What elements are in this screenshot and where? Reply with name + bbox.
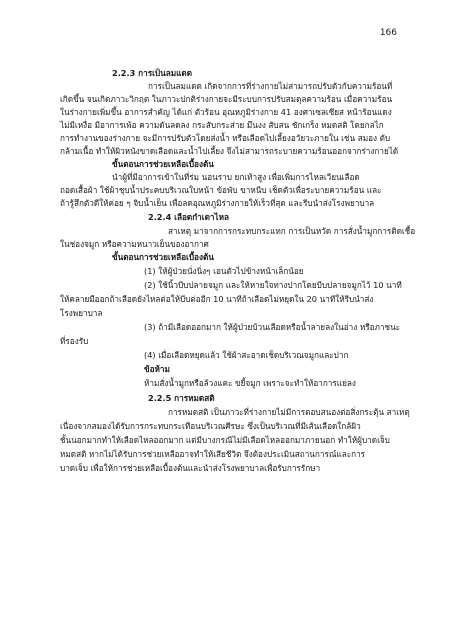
paragraph-line: สาเหตุ มาจากการกระทบกระแทก การเป็นหวัด การสั่งน้ำมูกการติดเชื้อ [168,226,416,236]
paragraph-line: เกิดขึ้น จนเกิดภาวะวิกฤต ในภาวะปกติร่างกายจะมีระบบการปรับสมดุลความร้อน เมื่อความร้อน [60,94,393,104]
paragraph-line: นำผู้ที่มีอาการเข้าในที่ร่ม นอนราบ ยกเท้าสูง เพื่อเพิ่มการไหลเวียนเลือด [112,172,360,182]
heading-2-2-4: 2.2.4 เลือดกำเดาไหล [148,212,230,222]
paragraph-line: การหมดสติ เป็นภาวะที่ร่างกายไม่มีการตอบสนองต่อสิ่งกระตุ้น สาเหตุ [168,407,410,417]
paragraph-line: ไม่มีเหงื่อ มีอาการเพ้อ ความดันลดลง กระสับกระส่าย มึนงง สับสน ชักเกร็ง หมดสติ โดยกลไก [60,120,384,130]
list-item: (2) ใช้นิ้วบีบปลายจมูก และให้หายใจทางปากโดยบีบปลายจมูกไว้ 10 นาที [144,280,402,290]
page-number: 166 [379,28,397,38]
paragraph-line: ในร่างกายเพิ่มขึ้น อาการสำคัญ ได้แก่ ตัวร้อน อุณหภูมิร่างกาย 41 องศาเซลเซียส หน้าร้อนแดง [60,107,392,117]
paragraph-line: ชั้นนอกมากทำให้เลือดไหลออกมาก แต่มีบางกรณีไม่มีเลือดไหลออกมาภายนอก ทำให้ผู้บาดเจ็บ [60,435,390,445]
subheading-prohibition: ข้อห้าม [144,364,170,374]
subheading-first-aid: ขั้นตอนการช่วยเหลือเบื้องต้น [112,159,214,169]
paragraph-line: หมดสติ หากไม่ได้รับการช่วยเหลืออาจทำให้เสียชีวิต จึงต้องประเมินสถานการณ์และการ [60,449,366,459]
heading-2-2-3: 2.2.3 การเป็นลมแดด [112,68,193,78]
list-item: (3) ถ้ามีเลือดออกมาก ให้ผู้ป่วยบ้วนเลือดหรือน้ำลายลงในอ่าง หรือภาชนะ [144,322,401,332]
paragraph-line: ถ้ารู้สึกตัวดีให้ค่อย ๆ จิบน้ำเย็น เพื่อลดอุณหภูมิร่างกายให้เร็วที่สุด และรีบนำส่งโรงพยาบาล [60,198,375,208]
paragraph-line: ที่รองรับ [60,336,89,346]
paragraph-line: ให้คลายมืออกถ้าเลือดยังไหลต่อให้บีบต่ออีก 10 นาทีถ้าเลือดไม่หยุดใน 20 นาทีให้รีบนำส่ง [60,294,374,304]
paragraph-line: บาดเจ็บ เพื่อให้การช่วยเหลือเบื้องต้นและนำส่งโรงพยาบาลเพื่อรับการรักษา [60,463,321,473]
paragraph-line: ในช่องจมูก หรือความหนาวเย็นของอากาศ [60,239,209,249]
paragraph-line: ถอดเสื้อผ้า ใช้ผ้าชุบน้ำประคบบริเวณใบหน้า ข้อพับ ขาหนีบ เช็ดตัวเพื่อระบายความร้อน และ [60,185,382,195]
list-item: (4) เมื่อเลือดหยุดแล้ว ใช้ผ้าสะอาดเช็ดบริเวณจมูกและปาก [144,350,349,360]
paragraph-line: เนื่องจากสมองได้รับการกระทบกระเทือนบริเวณศีรษะ ซึ่งเป็นบริเวณที่มีเส้นเลือดใกล้ผิว [60,421,361,431]
paragraph-line: การเป็นลมแดด เกิดจากการที่ร่างกายไม่สามารถปรับตัวกับความร้อนที่ [148,81,393,91]
paragraph-line: การทำงานของร่างกาย จะมีการปรับตัวโดยส่งน้ำ หรือเลือดไปเลี้ยงอวัยวะภายใน เช่น สมอง ตับ [60,133,391,143]
paragraph-line: ห้ามสั่งน้ำมูกหรือล้วงแคะ ขยี้จมูก เพราะจะทำให้อาการแย่ลง [144,378,356,388]
paragraph-line: โรงพยาบาล [60,308,103,318]
list-item: (1) ให้ผู้ป่วยนั่งนิ่งๆ เอนตัวไปข้างหน้าเล็กน้อย [144,266,304,276]
paragraph-line: กล้ามเนื้อ ทำให้ผิวหนังขาดเลือดและน้ำไปเลี้ยง จึงไม่สามารถระบายความร้อนออกจากร่างกายได้ [60,146,399,156]
subheading-first-aid: ขั้นตอนการช่วยเหลือเบื้องต้น [112,252,214,262]
heading-2-2-5: 2.2.5 การหมดสติ [148,393,215,403]
